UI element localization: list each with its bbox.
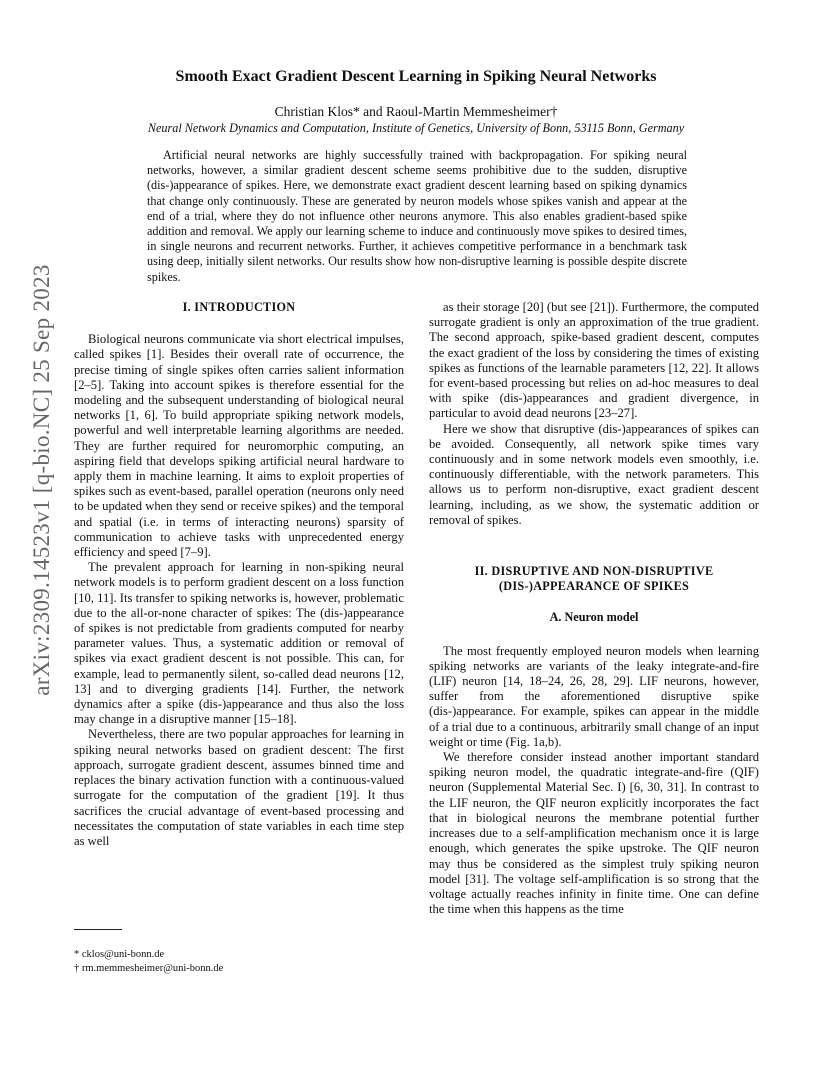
paragraph: Nevertheless, there are two popular approaches for learning in spiking neural networks based on gradient descent: The first approach, surrogate gradient descent, assumes binned time and replaces the binary activation function with a continuous-valued surrogate for the computation of the gradient [19]. It thus sacrifices the crucial advantage of event-based processing and necessitates the computation of state variables in each time step as well [74,727,404,848]
arxiv-stamp-text: arXiv:2309.14523v1 [q-bio.NC] 25 Sep 2023 [29,264,54,696]
subsection-heading-neuron-model: A. Neuron model [549,610,639,625]
paper-affiliation: Neural Network Dynamics and Computation, Institute of Genetics, University of Bonn, 53115 Bonn, Germany [147,121,685,135]
paragraph: The most frequently employed neuron models when learning spiking networks are variants of the leaky integrate-and-fire (LIF) neuron [14, 18–24, 26, 28, 29]. LIF neurons, however, suffer from the aforementioned disruptive spike (dis-)appearance. For example, spikes can appear in the middle of a trial due to a continuous, arbitrarily small change of an input weight or time (Fig. 1a,b). [429,643,759,749]
paragraph: We therefore consider instead another important standard spiking neuron model, the quadratic integrate-and-fire (QIF) neuron (Supplemental Material Sec. I) [6, 30, 31]. In contrast to the LIF neuron, the QIF neuron explicitly incorporates the fact that in biological neurons the membrane potential further increases due to a self-amplification mechanism once it is large enough, which generates the spike upstroke. The QIF neuron may thus be considered as the simplest truly spiking neuron model [31]. The voltage self-amplification is so strong that the voltage actually reaches infinity in finite time. One can define the time when this happens as the time [429,750,759,917]
paper-title: Smooth Exact Gradient Descent Learning in Spiking Neural Networks [175,68,657,85]
paragraph: Here we show that disruptive (dis-)appearances of spikes can be avoided. Consequently, all network spike times vary continuously and in some network models even smoothly, i.e. continuously differentiable, with the network parameters. This allows us to perform non-disruptive, exact gradient descent learning, including, as we show, the systematic addition or removal of spikes. [429,421,759,527]
section-heading-disruptive-line2: (DIS-)APPEARANCE OF SPIKES [498,579,690,594]
paragraph: Biological neurons communicate via short electrical impulses, called spikes [1]. Besides their overall rate of occurrence, the precise timing of single spikes often carries salient information [2–5]. Taking into account spikes is therefore essential for the modeling and the subsequent understanding of biological neural networks [1, 6]. To build appropriate spiking network models, powerful and well interpretable learning algorithms are needed. They are further required for neuromorphic computing, an aspiring field that develops spiking artificial neural hardware to apply them in machine learning. It aims to exploit properties of spikes such as event-based, parallel operation (neurons only need to be updated when they send or receive spikes) and the temporal and spatial (i.e. in terms of interacting neurons) sparsity of communication to achieve tasks with unprecedented energy efficiency and speed [7–9]. [74,332,404,560]
section-heading-introduction: I. INTRODUCTION [182,300,296,314]
footnote-email-1: * cklos@uni-bonn.de [74,949,165,960]
footnote-email-2: † rm.memmesheimer@uni-bonn.de [74,963,224,974]
abstract: Artificial neural networks are highly successfully trained with backpropagation. For spiking neural networks, however, a similar gradient descent scheme seems prohibitive due to the sudden, disruptive (dis-)appearance of spikes. Here, we demonstrate exact gradient descent learning based on spiking dynamics that change only continuously. These are generated by neuron models whose spikes vanish and appear at the end of a trial, where they do not influence other neurons anymore. This also enables gradient-based spike addition and removal. We apply our learning scheme to induce and continuously move spikes to desired times, in single neurons and recurrent networks. Further, it achieves competitive performance in a benchmark task using deep, initially silent networks. Our results show how non-disruptive learning is possible despite discrete spikes. [147,148,687,284]
left-column [74,300,404,849]
section-heading-disruptive: II. DISRUPTIVE AND NON-DISRUPTIVE [474,564,714,579]
paper-authors: Christian Klos* and Raoul-Martin Memmesheimer† [274,104,558,119]
footnotes [74,948,404,976]
arxiv-stamp [28,264,56,696]
right-column [429,300,759,917]
paragraph: as their storage [20] (but see [21]). Furthermore, the computed surrogate gradient is only an approximation of the true gradient. The second approach, spike-based gradient descent, computes the exact gradient of the loss by considering the times of existing spikes as functions of the learnable parameters [12, 22]. It allows for event-based processing but relies on ad-hoc measures to deal with spike (dis-)appearances and gradient divergence, in particular to avoid dead neurons [23–27]. [429,300,759,421]
footnote-rule [74,929,122,930]
paragraph: The prevalent approach for learning in non-spiking neural network models is to perform gradient descent on a loss function [10, 11]. Its transfer to spiking networks is, however, problematic due to the all-or-none character of spikes: The (dis-)appearance of spikes is not predictable from gradients computed for nearby parameter values. Thus, a systematic addition or removal of spikes via exact gradient descent is not possible. This can, for example, lead to permanently silent, so-called dead neurons [12, 13] and to diverging gradients [14]. Further, the network dynamics after a spike (dis-)appearance and thus also the loss may change in a disruptive manner [15–18]. [74,560,404,727]
